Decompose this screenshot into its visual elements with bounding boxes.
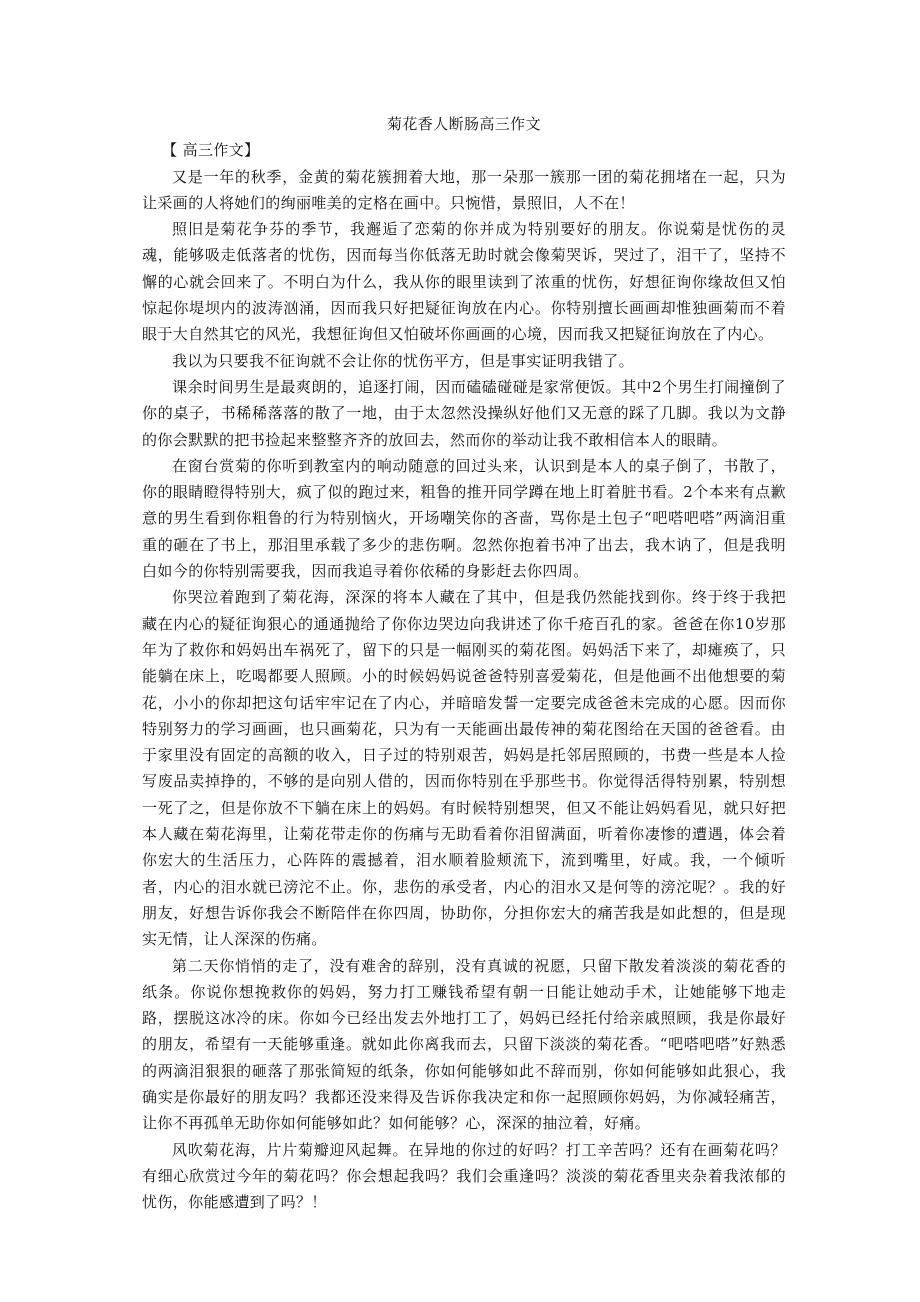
document-body: [142, 111, 786, 1215]
paragraph-5: 在窗台赏菊的你听到教室内的响动随意的回过头来，认识到是本人的桌子倒了，书散了，你的眼睛瞪得特别大，疯了似的跑过来，粗鲁的推开同学蹲在地上盯着脏书看。2个本来有点歉意的男生看到你粗鲁的行为特别恼火，开场嘲笑你的吝啬，骂你是土包子“吧嗒吧嗒”两滴泪重重的砸在了书上，那泪里承载了多少的悲伤啊。忽然你抱着书冲了出去，我木讷了，但是我明白如今的你特别需要我，因而我追寻着你依稀的身影赶去你四周。: [142, 456, 786, 581]
category-label: 【 高三作文】: [162, 141, 260, 160]
paragraph-8: 风吹菊花海，片片菊瓣迎风起舞。在异地的你过的好吗？打工辛苦吗？还有在画菊花吗？有细心欣赏过今年的菊花吗？你会想起我吗？我们会重逢吗？淡淡的菊花香里夹杂着我浓郁的忧伤，你能感遭到了吗？！: [142, 1140, 786, 1212]
paragraph-7: 第二天你悄悄的走了，没有难舍的辞别，没有真诚的祝愿，只留下散发着淡淡的菊花香的纸条。你说你想挽救你的妈妈，努力打工赚钱希望有朝一日能让她动手术，让她能够下地走路，摆脱这冰冷的床。你如今已经出发去外地打工了，妈妈已经托付给亲戚照顾，我是你最好的朋友，希望有一天能够重逢。就如此你离我而去，只留下淡淡的菊花香。“吧嗒吧嗒”好熟悉的两滴泪狠狠的砸落了那张简短的纸条，你如何能够如此不辞而别，你如何能够如此狠心，我确实是你最好的朋友吗？我都还没来得及告诉你我决定和你一起照顾你妈妈，为你减轻痛苦，让你不再孤单无助你如何能够如此？如何能够？心，深深的抽泣着，好痛。: [142, 956, 786, 1133]
paragraph-3: 我以为只要我不征询就不会让你的忧伤平方，但是事实证明我错了。: [172, 351, 635, 370]
paragraph-2: 照旧是菊花争芬的季节，我邂逅了恋菊的你并成为特别要好的朋友。你说菊是忧伤的灵魂，能够吸走低落者的忧伤，因而每当你低落无助时就会像菊哭诉，哭过了，泪干了，坚持不懈的心就会回来了。不明白为什么，我从你的眼里读到了浓重的忧伤，好想征询你缘故但又怕惊起你堤坝内的波涛汹涌，因而我只好把疑征询放在内心。你特别擅长画画却惟独画菊而不着眼于大自然其它的风光，我想征询但又怕破坏你画画的心境，因而我又把疑征询放在了内心。: [142, 220, 786, 344]
page-title: 菊花香人断肠高三作文: [386, 115, 541, 133]
paragraph-6: 你哭泣着跑到了菊花海，深深的将本人藏在了其中，但是我仍然能找到你。终于终于我把藏在内心的疑征询狠心的通通抛给了你你边哭边向我讲述了你千疮百孔的家。爸爸在你10岁那年为了救你和妈妈出车祸死了，留下的只是一幅刚买的菊花图。妈妈活下来了，却瘫痪了，只能躺在床上，吃喝都要人照顾。小的时候妈妈说爸爸特别喜爱菊花，但是他画不出他想要的菊花，小小的你却把这句话牢牢记在了内心，并暗暗发誓一定要完成爸爸未完成的心愿。因而你特别努力的学习画画，也只画菊花，只为有一天能画出最传神的菊花图给在天国的爸爸看。由于家里没有固定的高额的收入，日子过的特别艰苦，妈妈是托邻居照顾的，书费一些是本人捡写废品卖掉挣的，不够的是向别人借的，因而你特别在乎那些书。你觉得活得特别累，特别想一死了之，但是你放不下躺在床上的妈妈。有时候特别想哭，但又不能让妈妈看见，就只好把本人藏在菊花海里，让菊花带走你的伤痛与无助看着你泪留满面，听着你凄惨的遭遇，体会着你宏大的生活压力，心阵阵的震撼着，泪水顺着脸颊流下，流到嘴里，好咸。我，一个倾听者，内心的泪水就已滂沱不止。你，悲伤的承受者，内心的泪水又是何等的滂沱呢？。我的好朋友，好想告诉你我会不断陪伴在你四周，协助你，分担你宏大的痛苦我是如此想的，但是现实无情，让人深深的伤痛。: [142, 588, 786, 949]
paragraph-1: 又是一年的秋季，金黄的菊花簇拥着大地，那一朵那一簇那一团的菊花拥堵在一起，只为让采画的人将她们的绚丽唯美的定格在画中。只惋惜，景照旧，人不在！: [142, 167, 786, 212]
paragraph-4: 课余时间男生是最爽朗的，追逐打闹，因而磕磕碰碰是家常便饭。其中2个男生打闹撞倒了你的桌子，书稀稀落落的散了一地，由于太忽然没操纵好他们又无意的踩了几脚。我以为文静的你会默默的把书捡起来整整齐齐的放回去，然而你的举动让我不敢相信本人的眼睛。: [142, 377, 786, 449]
